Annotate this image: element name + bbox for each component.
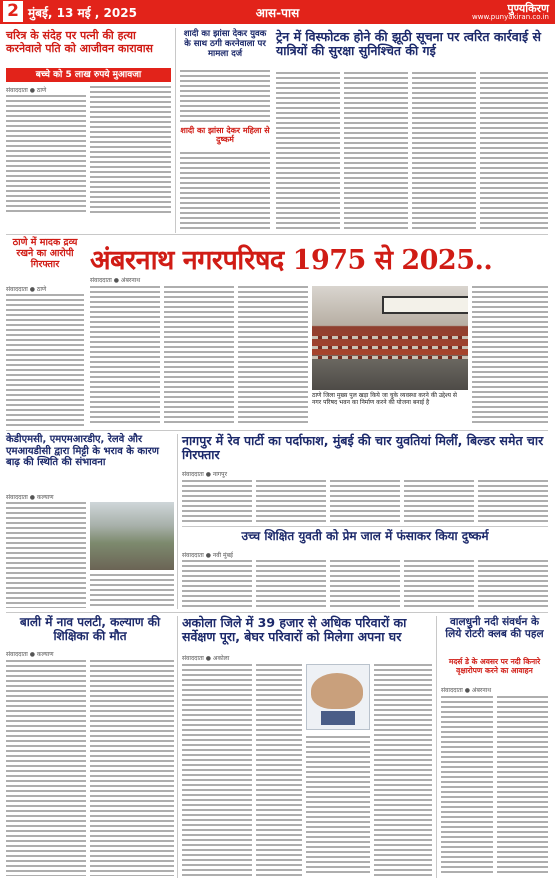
- divider: [177, 616, 178, 878]
- divider: [6, 234, 548, 235]
- headline-rotary-club: वालधुनी नदी संवर्धन के लिये रोटरी क्लब की पहल: [445, 616, 544, 641]
- byline-rave-party: संवाददाता ● नागपुर: [182, 471, 228, 478]
- ambernath-photo-caption: ठाणे जिला मुख्य पुल खड़ा किये जा चुके व्यवस्था करने की उद्देश्य से नगर परिषद भवन का निर्माण करने की योजना बनाई है: [312, 392, 457, 407]
- issue-date: मुंबई, 13 मई , 2025: [28, 6, 137, 20]
- railing: [312, 346, 468, 349]
- body-educated-girl-col3: [330, 560, 400, 609]
- body-kalyan-teacher-col2: [90, 660, 174, 876]
- byline-character-doubt: संवाददाता ● ठाणे: [6, 87, 47, 94]
- divider: [6, 430, 548, 431]
- body-character-doubt-col1: [6, 95, 86, 215]
- body-bomb-hoax-col1: [276, 72, 340, 232]
- body-ambernath-col3: [238, 286, 308, 426]
- byline-ambernath: संवाददाता ● अंबरनाथ: [90, 277, 141, 284]
- headline-bomb-hoax: ट्रेन में विस्फोटक होने की झूठी सूचना पर त्वरित कार्रवाई से यात्रियों की सुरक्षा सुनिश्चित की गई: [276, 29, 541, 59]
- byline-akola-survey: संवाददाता ● अकोला: [182, 655, 230, 662]
- body-rotary-club-col1: [441, 696, 493, 876]
- body-bomb-hoax-col4: [480, 72, 548, 232]
- portrait: [311, 673, 363, 709]
- body-akola-survey-col3: [306, 736, 370, 876]
- headline-marriage-fraud: शादी का झांसा देकर युवक के साथ ठगी करनेवाला पर मामला दर्ज: [183, 29, 267, 59]
- body-marriage-fraud: [180, 70, 270, 122]
- body-character-doubt-col2: [90, 86, 171, 215]
- masthead: [0, 0, 555, 24]
- headline-akola-survey: अकोला जिले में 39 हजार से अधिक परिवारों का सर्वेक्षण पूरा, बेघर परिवारों को मिलेगा अपना घर: [182, 615, 407, 645]
- body-ambernath-col1: [90, 286, 160, 426]
- body-educated-girl-col1: [182, 560, 252, 609]
- body-rave-party-col1: [182, 480, 252, 522]
- body-rave-party-col2: [256, 480, 326, 522]
- body-bomb-hoax-col3: [412, 72, 476, 232]
- body-rave-party-col3: [330, 480, 400, 522]
- byline-rotary-club: संवाददाता ● अंबरनाथ: [441, 687, 492, 694]
- byline-drugs-arrest: संवाददाता ● ठाणे: [6, 286, 47, 293]
- body-educated-girl-col4: [404, 560, 474, 609]
- ambernath-photo: [312, 286, 468, 390]
- headline-character-doubt: चरित्र के संदेह पर पत्नी की हत्या करनेवाले पति को आजीवन कारावास: [6, 29, 153, 55]
- body-akola-survey-col1: [182, 664, 252, 876]
- brand-website: www.punyakiran.co.in: [472, 13, 549, 21]
- byline-kdmc-flood: संवाददाता ● कल्याण: [6, 494, 54, 501]
- body-educated-girl-col5: [478, 560, 548, 609]
- flood-photo: [90, 502, 174, 570]
- subhead-compensation: बच्चे को 5 लाख रुपये मुआवजा: [6, 68, 171, 82]
- headline-educated-girl: उच्च शिक्षित युवती को प्रेम जाल में फंसाकर किया दुष्कर्म: [241, 529, 489, 543]
- akola-poster-photo: [306, 664, 370, 730]
- headline-tapasya: शादी का झांसा देकर महिला से दुष्कर्म: [180, 126, 270, 145]
- signboard: [382, 296, 468, 314]
- divider: [177, 434, 178, 609]
- headline-rave-party: नागपुर में रेव पार्टी का पर्दाफाश, मुंबई की चार युवतियां मिलीं, बिल्डर समेत चार गिरफ्तार: [182, 433, 544, 463]
- divider: [6, 612, 548, 613]
- portrait: [321, 711, 355, 725]
- body-rave-party-col5: [478, 480, 548, 522]
- body-kdmc-flood: [6, 502, 86, 608]
- body-kdmc-flood-col2: [90, 574, 174, 608]
- body-bomb-hoax-col2: [344, 72, 408, 232]
- headline-kdmc-flood: केडीएमसी, एमएमआरडीए, रेलवे और एमआयडीसी द्वारा मिट्टी के भराव के कारण बाढ़ की स्थिति की संभावना: [6, 434, 159, 468]
- body-kalyan-teacher-col1: [6, 660, 86, 876]
- divider: [182, 526, 548, 527]
- byline-kalyan-teacher: संवाददाता ● कल्याण: [6, 651, 54, 658]
- body-ambernath-col4: [472, 286, 548, 426]
- body-drugs-arrest: [6, 294, 84, 426]
- body-akola-survey-col2: [256, 664, 302, 876]
- byline-educated-girl: संवाददाता ● नवी मुंबई: [182, 552, 233, 559]
- body-tapasya: [180, 152, 270, 232]
- headline-kalyan-teacher: बाली में नाव पलटी, कल्याण की शिक्षिका की मौत: [19, 615, 161, 643]
- headline-drugs-arrest: ठाणे में मादक द्रव्य रखने का आरोपी गिरफ्तार: [12, 237, 78, 270]
- brand-name: पुण्यकिरण: [507, 2, 549, 15]
- subhead-tree-plantation: मदर्स डे के अवसर पर नदी किनारे वृक्षारोपण करने का आवाहन: [448, 657, 541, 675]
- body-akola-survey-col4: [374, 664, 432, 876]
- body-rotary-club-col2: [497, 696, 548, 876]
- page-number: 2: [3, 1, 23, 22]
- headline-ambernath: अंबरनाथ नगरपरिषद 1975 से 2025..: [90, 245, 493, 276]
- body-rave-party-col4: [404, 480, 474, 522]
- divider: [436, 616, 437, 878]
- railing: [312, 356, 468, 359]
- body-ambernath-col2: [164, 286, 234, 426]
- divider: [175, 28, 176, 233]
- railing: [312, 336, 468, 339]
- section-title: आस-पास: [255, 6, 300, 20]
- body-educated-girl-col2: [256, 560, 326, 609]
